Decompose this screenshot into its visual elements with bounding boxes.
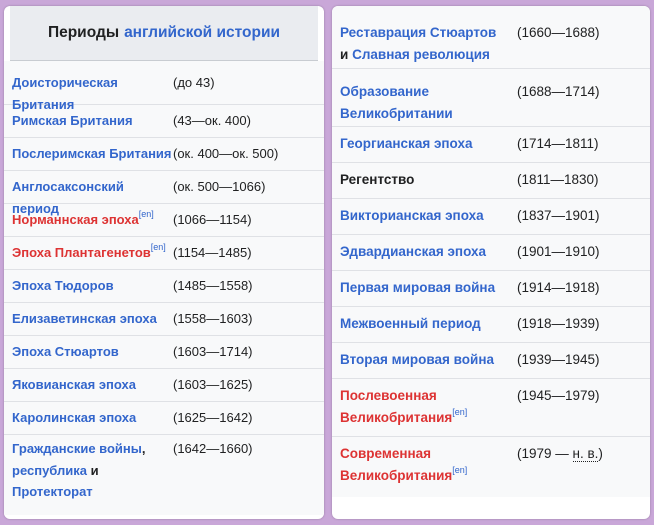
period-dates: (43—ок. 400) <box>173 113 251 128</box>
period-dates: (1642—1660) <box>173 441 253 456</box>
period-link[interactable]: Гражданские войны <box>12 441 142 456</box>
en-interwiki-link[interactable]: [en] <box>452 465 468 475</box>
period-link[interactable]: Современная Великобритания[en] <box>340 446 468 483</box>
period-dates: (1837—1901) <box>517 208 600 223</box>
period-dates: (1066—1154) <box>173 212 252 227</box>
period-link[interactable]: Послеримская Британия <box>12 146 172 161</box>
period-dates: (1811—1830) <box>517 172 599 187</box>
period-link[interactable]: Эпоха Стюартов <box>12 344 119 359</box>
period-row <box>4 204 324 237</box>
right-period-list <box>332 6 650 497</box>
period-dates: (1603—1714) <box>173 344 253 359</box>
period-label: Регентство <box>340 172 415 187</box>
period-row <box>4 237 324 270</box>
period-row <box>332 69 650 127</box>
periods-navbox-left <box>4 6 324 519</box>
period-link[interactable]: Славная революция <box>352 47 490 62</box>
period-dates: (1485—1558) <box>173 278 253 293</box>
period-row <box>332 163 650 199</box>
period-row <box>332 127 650 163</box>
period-link[interactable]: Елизаветинская эпоха <box>12 311 157 326</box>
periods-navbox-right <box>332 6 650 519</box>
period-link[interactable]: Вторая мировая война <box>340 352 494 367</box>
period-link[interactable]: Доисторическая Британия <box>12 75 118 112</box>
period-dates: (1939—1945) <box>517 352 600 367</box>
period-dates: (1603—1625) <box>173 377 253 392</box>
period-row <box>332 235 650 271</box>
period-dates: (1979 — н. в.) <box>517 446 603 461</box>
period-row <box>332 307 650 343</box>
period-link[interactable]: Римская Британия <box>12 113 133 128</box>
period-row <box>4 61 324 112</box>
en-interwiki-link[interactable]: [en] <box>138 209 154 219</box>
period-link[interactable]: Норманнская эпоха[en] <box>12 209 154 227</box>
period-dates: (1625—1642) <box>173 410 253 425</box>
period-row <box>4 105 324 138</box>
period-row <box>4 336 324 369</box>
period-dates: (1154—1485) <box>173 245 252 260</box>
period-row <box>4 435 324 515</box>
period-dates: (1901—1910) <box>517 244 600 259</box>
period-row <box>332 6 650 69</box>
period-row <box>4 270 324 303</box>
period-link[interactable]: Георгианская эпоха <box>340 136 473 151</box>
period-row <box>4 138 324 171</box>
period-link[interactable]: Первая мировая война <box>340 280 496 295</box>
period-dates: (ок. 400—ок. 500) <box>173 146 279 161</box>
period-link[interactable]: Эпоха Тюдоров <box>12 278 114 293</box>
period-dates: (ок. 500—1066) <box>173 179 266 194</box>
period-link-group: Реставрация Стюартов и Славная революция <box>340 25 497 62</box>
period-dates: (1914—1918) <box>517 280 600 295</box>
period-link[interactable]: Англосаксонский период <box>12 179 124 216</box>
period-row <box>332 271 650 307</box>
period-row <box>4 369 324 402</box>
period-link[interactable]: Образование Великобритании <box>340 84 453 121</box>
en-interwiki-link[interactable]: [en] <box>452 407 468 417</box>
navbox-title <box>10 6 318 61</box>
period-dates: (1558—1603) <box>173 311 253 326</box>
period-row <box>4 303 324 336</box>
navbox-title-prefix: Периоды <box>47 24 120 41</box>
period-row <box>332 199 650 235</box>
period-link[interactable]: республика <box>12 462 88 478</box>
period-row <box>332 343 650 379</box>
period-link[interactable]: Яковианская эпоха <box>12 377 136 392</box>
period-link-group: Гражданские войны, республика и Протекторат <box>12 441 146 499</box>
period-link[interactable]: Эпоха Плантагенетов[en] <box>12 242 166 260</box>
period-link[interactable]: Межвоенный период <box>340 316 481 331</box>
period-link[interactable]: Протекторат <box>12 484 93 499</box>
period-dates: (1714—1811) <box>517 136 599 151</box>
period-row <box>332 379 650 437</box>
en-interwiki-link[interactable]: [en] <box>150 242 166 252</box>
abbr-present-time: н. в. <box>572 446 599 461</box>
period-dates: (1688—1714) <box>517 84 600 99</box>
period-link[interactable]: Реставрация Стюартов <box>340 25 497 40</box>
period-dates: (1918—1939) <box>517 316 600 331</box>
left-period-list <box>4 61 324 515</box>
period-link[interactable]: Каролинская эпоха <box>12 410 137 425</box>
period-dates: (1945—1979) <box>517 388 600 403</box>
period-link[interactable]: Викторианская эпоха <box>340 208 484 223</box>
period-row <box>4 402 324 435</box>
navbox-title-link[interactable]: английской истории <box>124 24 281 41</box>
period-link[interactable]: Послевоенная Великобритания[en] <box>340 388 468 425</box>
period-row <box>332 437 650 497</box>
period-dates: (1660—1688) <box>517 25 600 40</box>
period-link[interactable]: Эдвардианская эпоха <box>340 244 487 259</box>
period-dates: (до 43) <box>173 75 215 90</box>
